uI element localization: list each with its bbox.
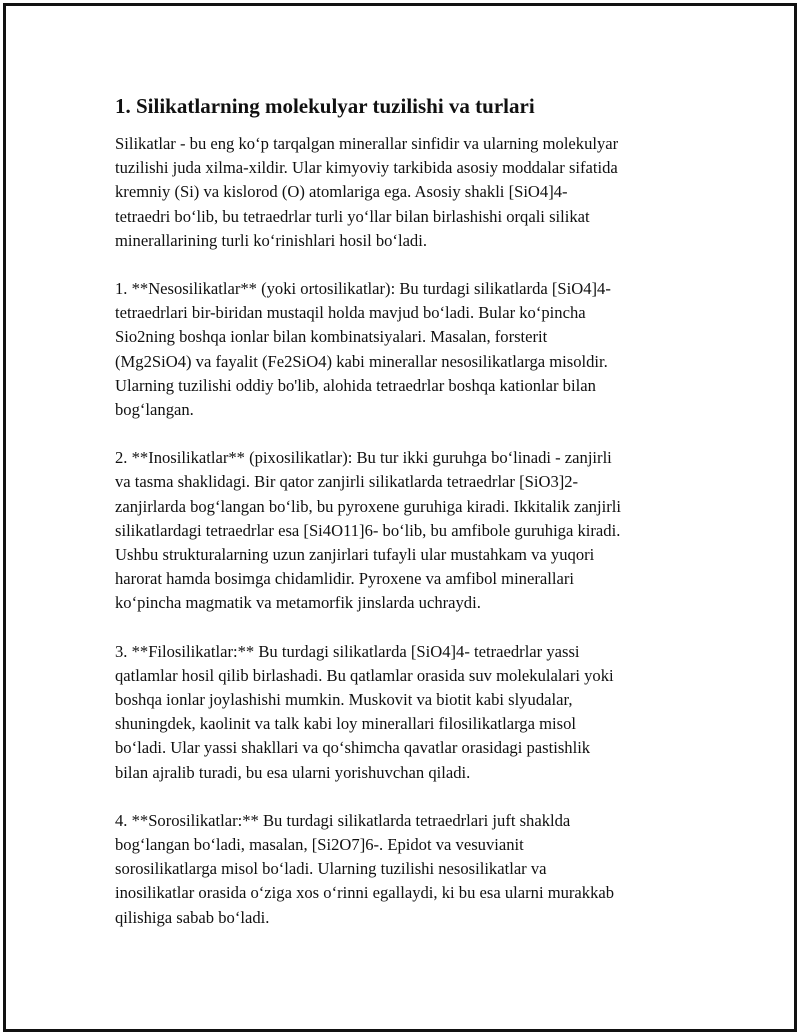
text-line: Silikatlar - bu eng ko‘p tarqalgan minerallar sinfidir va ularning molekulyar [115,134,619,153]
text-line: harorat hamda bosimga chidamlidir. Pyroxene va amfibol minerallari [115,569,574,589]
text-line: Ushbu strukturalarning uzun zanjirlari tufayli ular mustahkam va yuqori [115,545,595,565]
text-line: silikatlardagi tetraedrlar esa [Si4O11]6- bo‘lib, bu amfibole guruhiga kiradi. [115,520,621,540]
text-line: minerallarining turli ko‘rinishlari hosil bo‘ladi. [115,230,427,250]
text-line: inosilikatlar orasida o‘ziga xos o‘rinni egallaydi, ki bu esa ularni murakkab [115,883,615,903]
text-line: zanjirlarda bog‘langan bo‘lib, bu pyroxene guruhiga kiradi. Ikkitalik zanjirli [115,496,621,516]
text-line: 1. **Nesosilikatlar** (yoki ortosilikatlar): Bu turdagi silikatlarda [SiO4]4- [115,279,611,299]
sorosilicates-paragraph [115,809,695,930]
intro-paragraph [115,132,695,253]
phyllosilicates-paragraph [115,640,695,785]
text-line: bog‘langan bo‘ladi, masalan, [Si2O7]6-. Epidot va vesuvianit [115,835,524,855]
document-body [115,92,695,954]
text-line: boshqa ionlar joylashishi mumkin. Muskovit va biotit kabi slyudalar, [115,690,573,710]
text-line: kremniy (Si) va kislorod (O) atomlariga ega. Asosiy shakli [SiO4]4- [115,182,568,202]
inosilicates-paragraph [115,446,695,615]
section-heading: 1. Silikatlarning molekulyar tuzilishi va turlari [115,94,535,118]
text-line: Ularning tuzilishi oddiy bo'lib, alohida tetraedrlar boshqa kationlar bilan [115,375,596,395]
nesosilicates-paragraph [115,277,695,422]
text-line: Sio2ning boshqa ionlar bilan kombinatsiyalari. Masalan, forsterit [115,327,548,347]
text-line: 3. **Filosilikatlar:** Bu turdagi silikatlarda [SiO4]4- tetraedrlar yassi [115,641,580,661]
text-line: tetraedri bo‘lib, bu tetraedrlar turli yo‘llar bilan birlashishi orqali silikat [115,206,590,226]
text-line: va tasma shaklidagi. Bir qator zanjirli silikatlarda tetraedrlar [SiO3]2- [115,472,579,492]
text-line: bilan ajralib turadi, bu esa ularni yorishuvchan qiladi. [115,762,471,782]
text-line: bog‘langan. [115,400,194,420]
text-line: tuzilishi juda xilma-xildir. Ular kimyoviy tarkibida asosiy moddalar sifatida [115,158,618,178]
text-line: shuningdek, kaolinit va talk kabi loy minerallari filosilikatlarga misol [115,714,577,734]
text-line: (Mg2SiO4) va fayalit (Fe2SiO4) kabi minerallar nesosilikatlarga misoldir. [115,351,608,371]
text-line: qilishiga sabab bo‘ladi. [115,907,270,927]
text-line: sorosilikatlarga misol bo‘ladi. Ularning tuzilishi nesosilikatlar va [115,859,547,879]
text-line: bo‘ladi. Ular yassi shakllari va qo‘shimcha qavatlar orasidagi pastishlik [115,738,591,758]
text-line: 2. **Inosilikatlar** (pixosilikatlar): Bu tur ikki guruhga bo‘linadi - zanjirli [115,448,612,468]
text-line: ko‘pincha magmatik va metamorfik jinslarda uchraydi. [115,593,481,613]
text-line: tetraedrlari bir-biridan mustaqil holda mavjud bo‘ladi. Bular ko‘pincha [115,303,586,323]
text-line: qatlamlar hosil qilib birlashadi. Bu qatlamlar orasida suv molekulalari yoki [115,665,614,685]
text-line: 4. **Sorosilikatlar:** Bu turdagi silikatlarda tetraedrlari juft shaklda [115,810,571,830]
